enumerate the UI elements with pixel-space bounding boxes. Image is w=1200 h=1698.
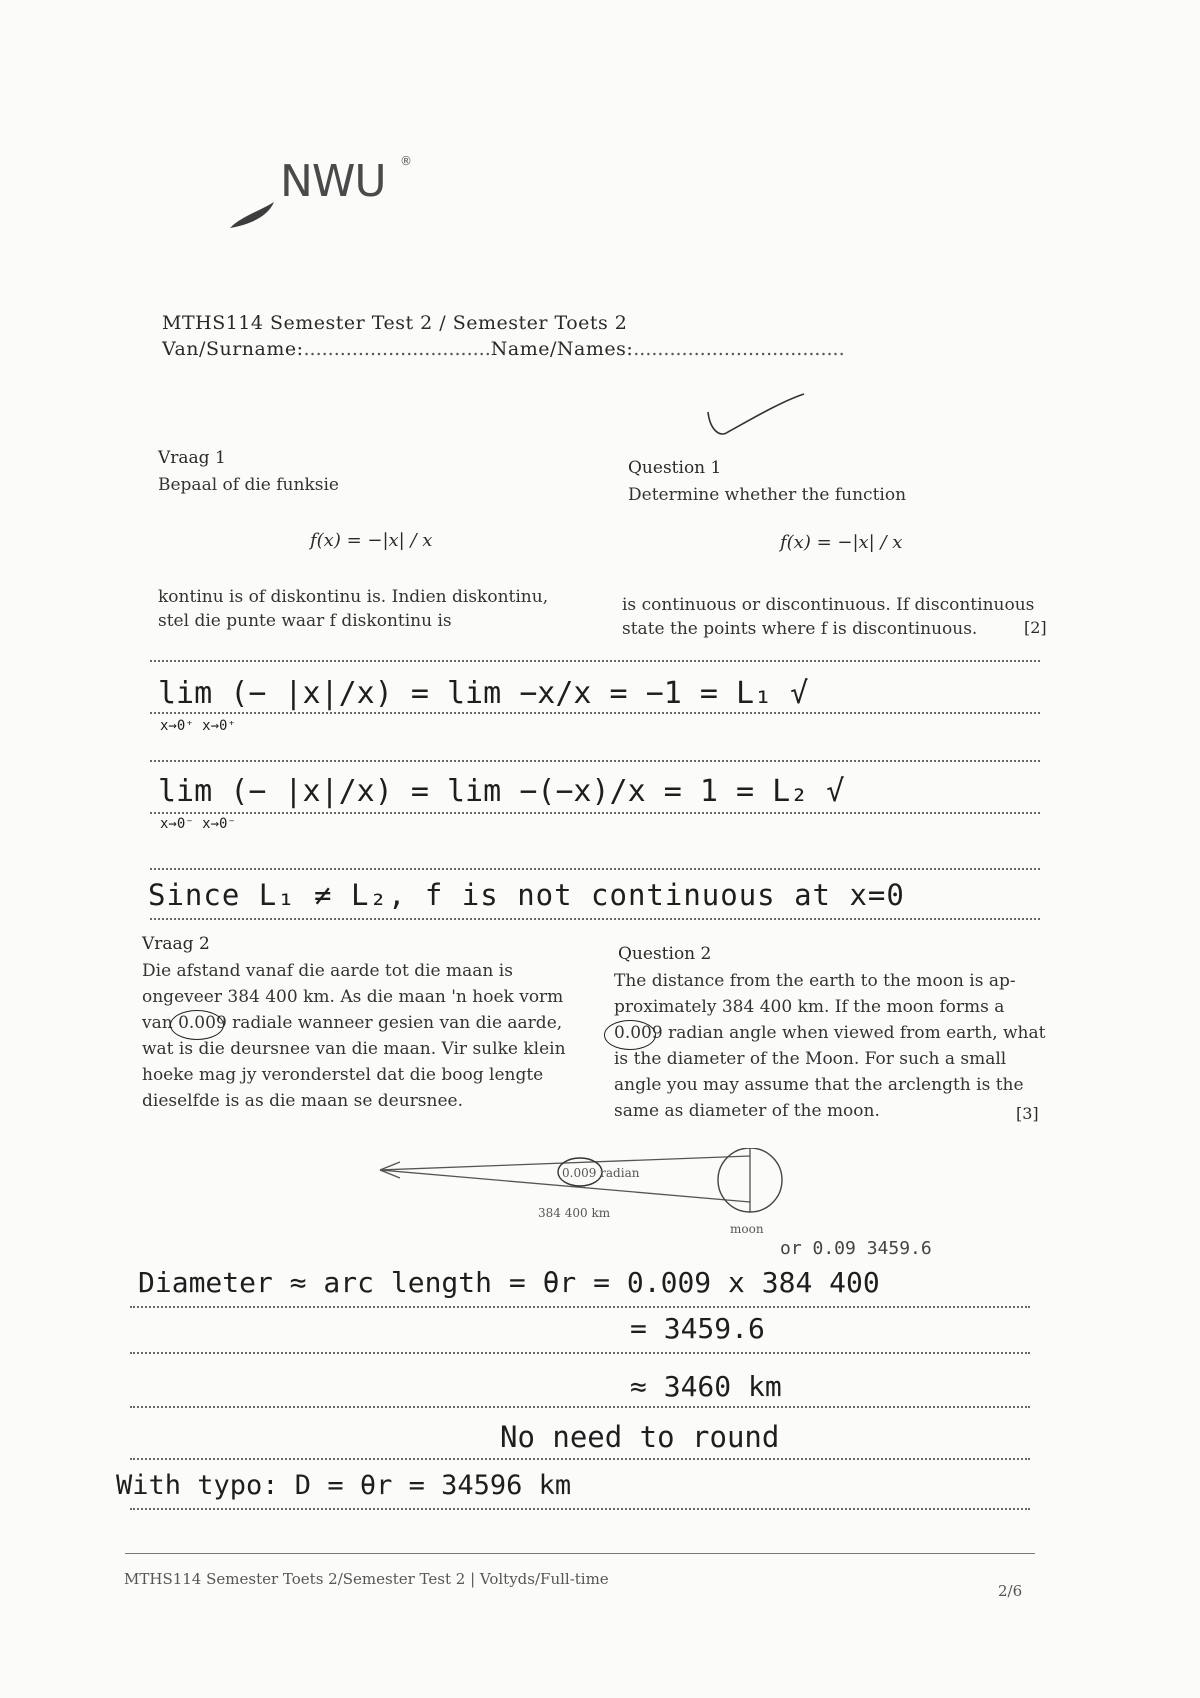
nwu-logo bbox=[228, 150, 428, 240]
question-2-line: is the diameter of the Moon. For such a small bbox=[614, 1049, 1007, 1069]
answer-1-line-2-limit: x→0⁻ x→0⁻ bbox=[160, 816, 236, 832]
moon-label: moon bbox=[730, 1222, 764, 1236]
question-1-title: Question 1 bbox=[628, 458, 722, 478]
circled-value bbox=[604, 1020, 656, 1050]
vraag-2-line: hoeke mag jy veronderstel dat die boog lengte bbox=[142, 1065, 544, 1085]
footer-text: MTHS114 Semester Toets 2/Semester Test 2 | Voltyds/Full-time bbox=[124, 1570, 609, 1588]
answer-1-line-3: Since L₁ ≠ L₂, f is not continuous at x=0 bbox=[148, 878, 905, 912]
answer-2-line-2: = 3459.6 bbox=[630, 1312, 765, 1345]
answer-2-margin-note: or 0.09 3459.6 bbox=[780, 1238, 932, 1259]
circled-value bbox=[170, 1010, 224, 1040]
question-1-intro: Determine whether the function bbox=[628, 485, 907, 505]
answer-1-line-1-limit: x→0⁺ x→0⁺ bbox=[160, 718, 236, 734]
logo-text: NWU bbox=[280, 156, 386, 207]
vraag-2-line: dieselfde is as die maan se deursnee. bbox=[142, 1091, 463, 1111]
question-2-line: 0.009 radian angle when viewed from earth, what bbox=[614, 1023, 1046, 1043]
answer-line bbox=[130, 1306, 1030, 1308]
leaf-icon bbox=[228, 194, 288, 230]
question-2-title: Question 2 bbox=[618, 944, 712, 964]
question-2-line: same as diameter of the moon. bbox=[614, 1101, 880, 1121]
vraag-1-title: Vraag 1 bbox=[158, 448, 226, 468]
formula-en: f(x) = −|x| / x bbox=[780, 532, 903, 553]
answer-line bbox=[130, 1352, 1030, 1354]
vraag-2-line: Die afstand vanaf die aarde tot die maan is bbox=[142, 961, 513, 981]
surname-field[interactable]: ............................... bbox=[303, 338, 491, 360]
answer-2-line-3: ≈ 3460 km bbox=[630, 1370, 782, 1403]
answer-line bbox=[150, 868, 1040, 870]
name-label: Name/Names: bbox=[490, 338, 634, 360]
name-row bbox=[162, 338, 845, 360]
question-2-line: proximately 384 400 km. If the moon forms a bbox=[614, 997, 1005, 1017]
answer-line bbox=[130, 1458, 1030, 1460]
question-2-line: angle you may assume that the arclength is the bbox=[614, 1075, 1024, 1095]
name-field[interactable]: ................................... bbox=[633, 338, 845, 360]
angle-label: 0.009 radian bbox=[562, 1166, 640, 1180]
vraag-2-line: wat is die deursnee van die maan. Vir sulke klein bbox=[142, 1039, 566, 1059]
check-mark-icon bbox=[700, 390, 810, 460]
vraag-1-text-line2: stel die punte waar f diskontinu is bbox=[158, 611, 452, 631]
surname-label: Van/Surname: bbox=[162, 338, 304, 360]
question-1-text-line2: state the points where f is discontinuous. bbox=[622, 619, 978, 639]
answer-line bbox=[150, 760, 1040, 762]
page-title: MTHS114 Semester Test 2 / Semester Toets 2 bbox=[162, 312, 628, 334]
answer-1-line-1: lim (− |x|/x) = lim −x/x = −1 = L₁ √ bbox=[158, 676, 809, 711]
answer-line bbox=[150, 918, 1040, 920]
vraag-1-text-line1: kontinu is of diskontinu is. Indien diskontinu, bbox=[158, 587, 549, 607]
question-1-text-line1: is continuous or discontinuous. If discontinuous bbox=[622, 595, 1035, 615]
answer-2-line-5: With typo: D = θr = 34596 km bbox=[116, 1470, 572, 1501]
answer-line bbox=[150, 712, 1040, 714]
answer-1-line-2: lim (− |x|/x) = lim −(−x)/x = 1 = L₂ √ bbox=[158, 774, 845, 809]
distance-label: 384 400 km bbox=[538, 1206, 611, 1220]
answer-2-line-4: No need to round bbox=[500, 1420, 780, 1454]
logo-registered-mark: ® bbox=[400, 154, 412, 168]
formula-af: f(x) = −|x| / x bbox=[310, 530, 433, 551]
question-2-marks: [3] bbox=[1016, 1104, 1039, 1123]
vraag-2-title: Vraag 2 bbox=[142, 934, 210, 954]
answer-line bbox=[150, 812, 1040, 814]
vraag-2-line: van 0.009 radiale wanneer gesien van die aarde, bbox=[142, 1013, 563, 1033]
earth-moon-diagram bbox=[370, 1148, 790, 1248]
question-1-marks: [2] bbox=[1024, 618, 1047, 637]
vraag-2-line: ongeveer 384 400 km. As die maan 'n hoek vorm bbox=[142, 987, 564, 1007]
answer-2-line-1: Diameter ≈ arc length = θr = 0.009 x 384 400 bbox=[138, 1266, 880, 1299]
answer-line bbox=[130, 1406, 1030, 1408]
question-2-text bbox=[614, 968, 1045, 1124]
answer-line bbox=[130, 1508, 1030, 1510]
vraag-1-intro: Bepaal of die funksie bbox=[158, 475, 339, 495]
answer-line bbox=[150, 660, 1040, 662]
footer-rule bbox=[125, 1553, 1035, 1554]
page-number: 2/6 bbox=[998, 1582, 1023, 1600]
question-2-line: The distance from the earth to the moon is ap- bbox=[614, 971, 1016, 991]
